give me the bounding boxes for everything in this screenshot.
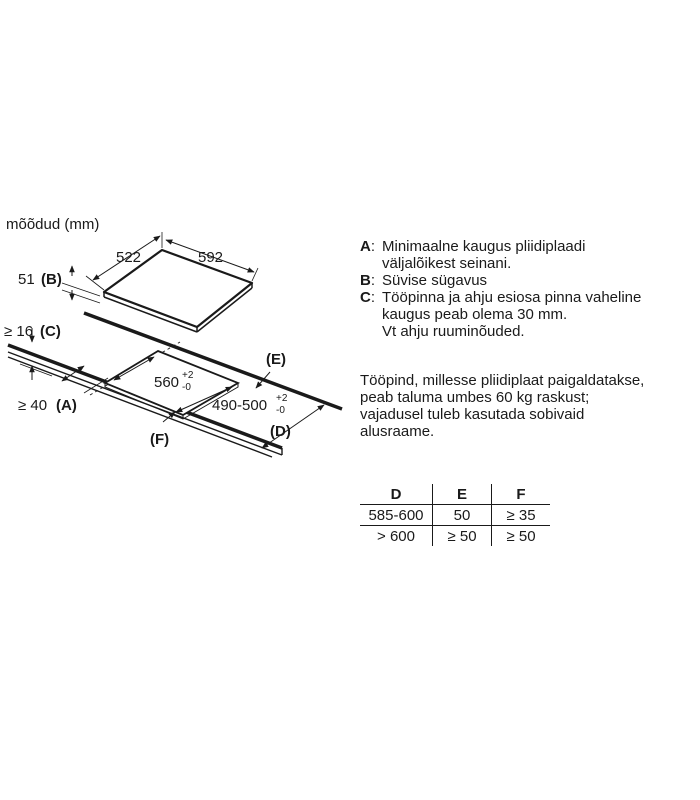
table-row [360,505,550,526]
legend-key: A : [360,238,375,255]
note-line: vajadusel tuleb kasutada sobivaid [360,406,585,423]
table-header: D [390,485,402,503]
legend-key: C : [360,289,375,306]
f-dimension-label: (F) [150,431,170,448]
hob-width-label: 522 [116,249,142,266]
table-header: F [492,484,551,505]
b-value-label: 51 [18,271,35,288]
cutout-depth-tol-plus: +2 [276,393,288,404]
legend-text: väljalõikest seinani. [382,255,512,272]
e-dimension-label: (E) [266,351,286,368]
a-value-label: ≥ 40 [18,397,48,414]
table-header: E [433,484,492,505]
legend-item-a [360,238,700,272]
legend-text: Tööpinna ja ahju esiosa pinna vaheline [382,289,642,306]
b-dimension-label: (B) [41,271,62,288]
legend-item-b [360,272,700,289]
table-cell: ≥ 50 [492,526,551,547]
cutout-width-label: 560 [154,374,180,391]
c-value-label: ≥ 16 [4,323,34,340]
legend [360,238,700,340]
clearance-table [360,484,550,546]
table-cell: 50 [433,505,492,526]
table-cell: ≥ 50 [433,526,492,547]
legend-text: Minimaalne kaugus pliidiplaadi [382,238,586,255]
table-cell: > 600 [360,526,433,547]
units-label: mõõdud (mm) [6,216,100,233]
hob-depth-label: 592 [198,249,224,266]
legend-key: B : [360,272,375,289]
table-header-row [360,484,550,505]
legend-item-c [360,289,700,340]
note-line: alusraame. [360,423,435,440]
legend-text: Vt ahju ruuminõuded. [382,323,525,340]
cutout-depth-label: 490-500 [212,397,268,414]
table-cell: 585-600 [360,505,433,526]
note-line: Tööpind, millesse pliidiplaat paigaldatakse, [360,372,645,389]
a-dimension-label: (A) [56,397,77,414]
legend-text: kaugus peab olema 30 mm. [382,306,568,323]
cutout-width-tol-plus: +2 [182,370,194,381]
cutout-width-tol-minus: -0 [182,382,191,393]
note-line: peab taluma umbes 60 kg raskust; [360,389,590,406]
table-row [360,526,550,547]
legend-text: Süvise sügavus [382,272,488,289]
table-cell: ≥ 35 [492,505,551,526]
cutout-depth-tol-minus: -0 [276,405,285,416]
d-dimension-label: (D) [270,423,291,440]
c-dimension-label: (C) [40,323,61,340]
load-note [360,372,690,440]
